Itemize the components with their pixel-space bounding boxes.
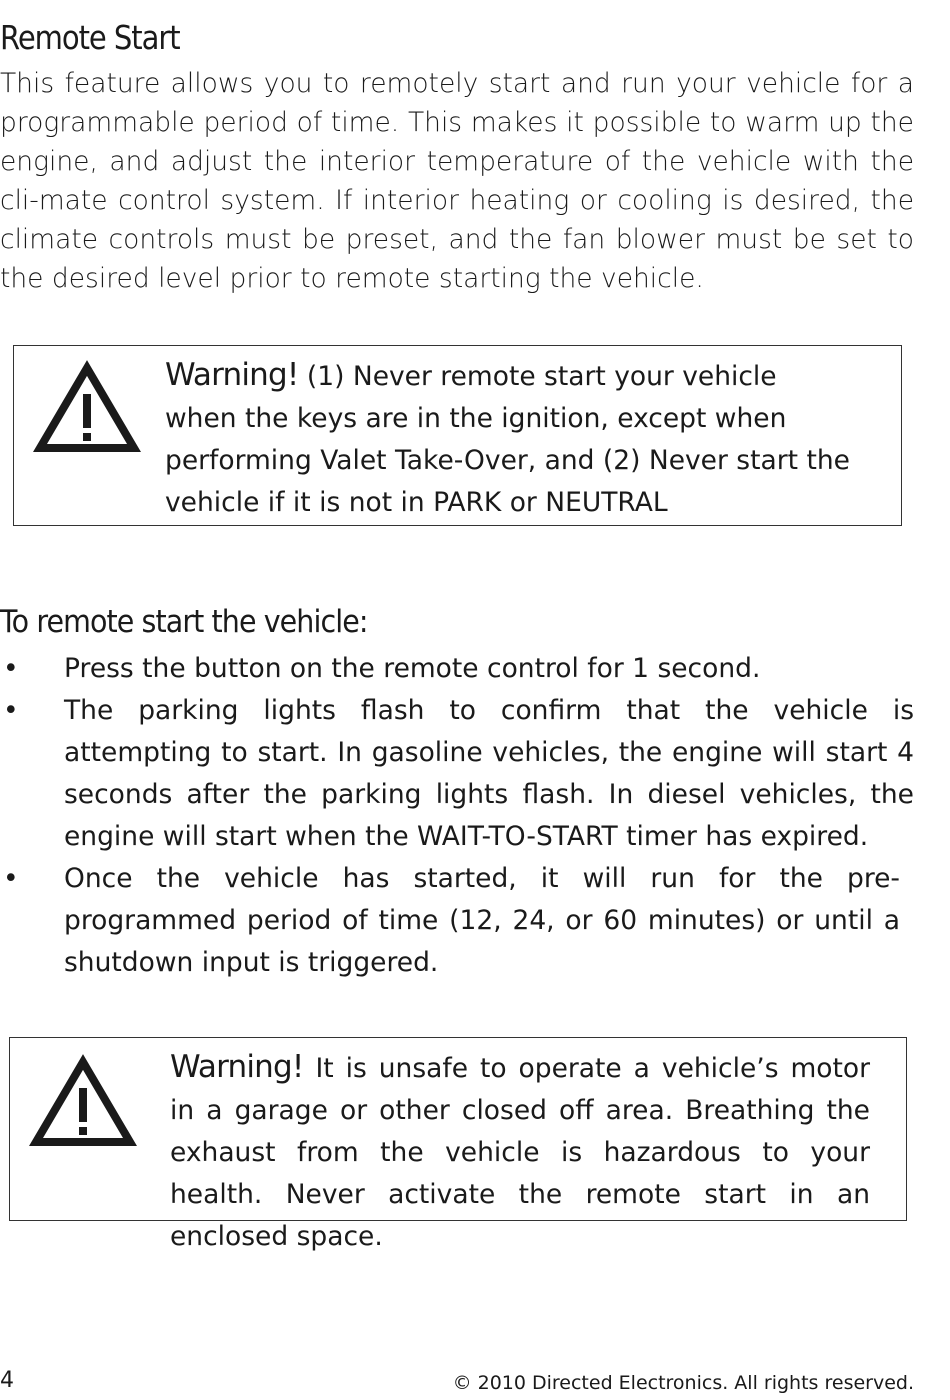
warning-label: Warning! <box>170 1049 304 1085</box>
warning-text <box>170 1046 870 1258</box>
warning-text <box>165 354 855 524</box>
step-text: Press the button on the remote control for 1 second. <box>64 653 761 684</box>
bullet-icon: • <box>3 653 19 684</box>
page-title: Remote Start <box>0 18 180 57</box>
section-heading: To remote start the vehicle: <box>0 604 368 640</box>
warning-box-exhaust <box>9 1037 907 1252</box>
bullet-icon: • <box>3 863 19 894</box>
warning-body: It is unsafe to operate a vehicle’s motor in a garage or other closed off area. Breathing the exhaust from the vehicle is hazardous to your health. Never activate the remote start in an enclosed space. <box>170 1053 870 1252</box>
page-number: 4 <box>0 1368 14 1393</box>
warning-triangle-icon <box>28 1054 138 1152</box>
intro-paragraph: This feature allows you to remotely start and run your vehicle for a programmable period of time. This makes it possible to warm up the engine, and adjust the interior temperature of the vehicle with the cli-mate control system. If interior heating or cooling is desired, the climate controls must be preset, and the fan blower must be set to the desired level prior to remote starting the vehicle. <box>0 68 914 294</box>
warning-label: Warning! <box>165 357 299 393</box>
warning-triangle-icon <box>32 360 142 458</box>
bullet-icon: • <box>3 695 19 726</box>
list-item <box>0 690 914 858</box>
warning-body: (1) Never remote start your vehicle when the keys are in the ignition, except when performing Valet Take-Over, and (2) Never start the vehicle if it is not in PARK or NEUTRAL <box>165 361 850 518</box>
step-text: Once the vehicle has started, it will run for the pre-programmed period of time (12, 24, or 60 minutes) or until a shutdown input is triggered. <box>64 863 900 978</box>
warning-box-keys <box>13 345 902 526</box>
copyright-notice: © 2010 Directed Electronics. All rights reserved. <box>452 1372 914 1394</box>
steps-list <box>0 648 914 984</box>
list-item <box>0 858 900 984</box>
list-item <box>0 648 914 690</box>
step-text: The parking lights flash to confirm that the vehicle is attempting to start. In gasoline vehicles, the engine will start 4 seconds after the parking lights flash. In diesel vehicles, the engine will start when the WAIT-TO-START timer has expired. <box>64 695 914 852</box>
